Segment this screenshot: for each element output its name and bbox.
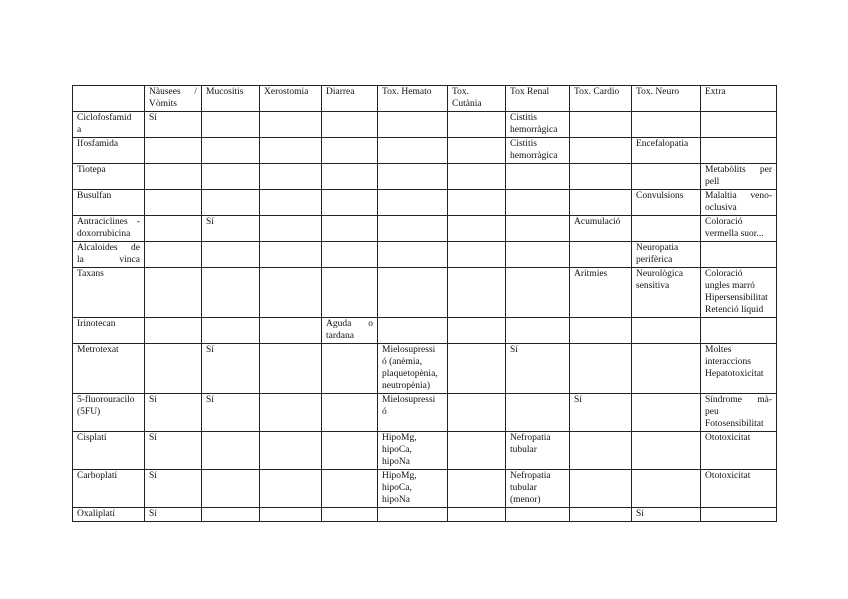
drug-name-cell: Antraciclines - doxorrubicina <box>73 216 145 242</box>
table-cell <box>632 164 701 190</box>
table-cell: Sí <box>145 470 202 508</box>
table-cell: Nefropatia tubular <box>506 432 570 470</box>
table-cell <box>260 242 322 268</box>
table-cell: Coloració ungles marró Hipersensibilitat Retenció líquid <box>701 268 777 318</box>
table-row <box>73 190 777 216</box>
table-row <box>73 318 777 344</box>
table-cell <box>506 190 570 216</box>
table-cell <box>570 344 632 394</box>
table-cell <box>378 242 448 268</box>
table-cell <box>570 242 632 268</box>
table-cell: Malaltia veno- oclusiva <box>701 190 777 216</box>
table-cell <box>202 508 260 522</box>
table-cell <box>448 508 506 522</box>
toxicity-table <box>72 85 777 522</box>
table-cell <box>322 242 378 268</box>
table-cell <box>570 190 632 216</box>
table-cell: HipoMg, hipoCa, hipoNa <box>378 470 448 508</box>
table-cell <box>632 432 701 470</box>
table-row <box>73 470 777 508</box>
table-cell: HipoMg, hipoCa, hipoNa <box>378 432 448 470</box>
drug-name-cell: Taxans <box>73 268 145 318</box>
table-cell: Ototoxicitat <box>701 432 777 470</box>
table-cell <box>260 138 322 164</box>
header-tox-neuro: Tox. Neuro <box>632 86 701 112</box>
table-cell <box>570 138 632 164</box>
table-cell: Sí <box>145 432 202 470</box>
table-cell: Neuropatia perifèrica <box>632 242 701 268</box>
table-cell: Sí <box>570 394 632 432</box>
table-cell <box>378 508 448 522</box>
table-cell <box>202 138 260 164</box>
header-xerostomia: Xerostomia <box>260 86 322 112</box>
table-body <box>73 112 777 522</box>
table-cell: Convulsions <box>632 190 701 216</box>
drug-name-cell: Cisplatí <box>73 432 145 470</box>
table-cell: Síndrome mà- peu Fotosensibilitat <box>701 394 777 432</box>
table-cell: Cistitis hemorràgica <box>506 138 570 164</box>
table-cell <box>448 470 506 508</box>
table-cell <box>701 242 777 268</box>
drug-name-cell: Carboplatí <box>73 470 145 508</box>
table-cell <box>260 318 322 344</box>
table-cell <box>260 432 322 470</box>
table-cell <box>632 318 701 344</box>
drug-name-cell: Busulfan <box>73 190 145 216</box>
header-tox-cutania: Tox. Cutània <box>448 86 506 112</box>
table-cell <box>506 318 570 344</box>
table-header-row <box>73 86 777 112</box>
drug-name-cell: Metrotexat <box>73 344 145 394</box>
table-cell <box>448 216 506 242</box>
table-cell <box>448 190 506 216</box>
table-cell: Sí <box>506 344 570 394</box>
header-nausees-vomits: Nàusees / Vòmits <box>145 86 202 112</box>
drug-name-cell: Ifosfamida <box>73 138 145 164</box>
table-cell <box>632 394 701 432</box>
header-extra: Extra <box>701 86 777 112</box>
drug-name-cell: Tiotepa <box>73 164 145 190</box>
table-row <box>73 268 777 318</box>
table-cell: Mielosupressi ó (anèmia, plaquetopènia, neutropènia) <box>378 344 448 394</box>
table-cell <box>145 318 202 344</box>
table-cell <box>378 112 448 138</box>
table-cell: Nefropatia tubular (menor) <box>506 470 570 508</box>
table-cell <box>701 318 777 344</box>
table-row <box>73 344 777 394</box>
table-row <box>73 394 777 432</box>
table-cell <box>145 138 202 164</box>
table-cell <box>506 268 570 318</box>
table-cell <box>322 508 378 522</box>
table-row <box>73 242 777 268</box>
table-cell: Sí <box>145 112 202 138</box>
table-cell: Neurològica sensitiva <box>632 268 701 318</box>
table-cell <box>701 508 777 522</box>
table-cell <box>448 164 506 190</box>
table-cell: Ototoxicitat <box>701 470 777 508</box>
table-row <box>73 508 777 522</box>
table-cell <box>570 508 632 522</box>
header-cell-empty <box>73 86 145 112</box>
table-cell <box>322 138 378 164</box>
table-cell <box>202 318 260 344</box>
table-cell <box>260 268 322 318</box>
table-cell <box>322 190 378 216</box>
table-cell <box>506 508 570 522</box>
table-cell <box>378 190 448 216</box>
table-cell <box>448 394 506 432</box>
table-cell <box>260 508 322 522</box>
header-tox-cardio: Tox. Cardio <box>570 86 632 112</box>
table-cell <box>506 216 570 242</box>
table-cell: Encefalopatia <box>632 138 701 164</box>
table-cell <box>202 112 260 138</box>
table-cell: Coloració vermella suor... <box>701 216 777 242</box>
table-cell <box>506 242 570 268</box>
drug-name-cell: Ciclofosfamid a <box>73 112 145 138</box>
table-cell <box>506 394 570 432</box>
drug-name-cell: Oxaliplatí <box>73 508 145 522</box>
table-cell: Sí <box>202 344 260 394</box>
table-cell: Acumulació <box>570 216 632 242</box>
table-cell: Mielosupressi ó <box>378 394 448 432</box>
table-cell <box>145 242 202 268</box>
table-cell: Sí <box>145 394 202 432</box>
table-cell <box>260 394 322 432</box>
table-cell <box>570 318 632 344</box>
table-cell <box>260 344 322 394</box>
table-cell <box>145 344 202 394</box>
table-row <box>73 216 777 242</box>
table-row <box>73 164 777 190</box>
table-cell <box>632 112 701 138</box>
table-cell <box>202 268 260 318</box>
table-cell: Sí <box>632 508 701 522</box>
table-cell <box>570 432 632 470</box>
table-cell: Cistitis hemorràgica <box>506 112 570 138</box>
table-cell <box>260 216 322 242</box>
table-cell <box>145 164 202 190</box>
table-cell <box>145 190 202 216</box>
table-cell <box>701 112 777 138</box>
header-tox-hemato: Tox. Hemato <box>378 86 448 112</box>
table-cell <box>448 138 506 164</box>
table-cell <box>202 190 260 216</box>
table-cell <box>322 344 378 394</box>
table-cell <box>632 344 701 394</box>
table-cell: Sí <box>202 216 260 242</box>
table-cell <box>202 432 260 470</box>
table-cell <box>570 470 632 508</box>
table-row <box>73 432 777 470</box>
table-cell <box>145 216 202 242</box>
header-mucositis: Mucositis <box>202 86 260 112</box>
table-cell <box>448 432 506 470</box>
table-cell: Sí <box>202 394 260 432</box>
table-cell <box>448 242 506 268</box>
table-cell <box>570 164 632 190</box>
table-row <box>73 112 777 138</box>
table-cell <box>145 268 202 318</box>
table-cell <box>260 190 322 216</box>
drug-name-cell: Alcaloides de la vinca <box>73 242 145 268</box>
table-cell <box>448 112 506 138</box>
table-cell <box>322 470 378 508</box>
drug-name-cell: 5-fluorouracilo (5FU) <box>73 394 145 432</box>
table-cell <box>448 344 506 394</box>
table-cell <box>322 216 378 242</box>
table-cell <box>260 470 322 508</box>
table-cell <box>632 470 701 508</box>
table-cell: Arítmies <box>570 268 632 318</box>
table-cell <box>506 164 570 190</box>
table-cell <box>322 432 378 470</box>
table-cell <box>322 268 378 318</box>
table-cell <box>202 164 260 190</box>
table-cell <box>202 470 260 508</box>
table-cell <box>378 164 448 190</box>
drug-name-cell: Irinotecan <box>73 318 145 344</box>
table-cell <box>448 318 506 344</box>
table-cell <box>378 138 448 164</box>
table-cell <box>448 268 506 318</box>
header-tox-renal: Tox Renal <box>506 86 570 112</box>
table-cell: Aguda o tardana <box>322 318 378 344</box>
table-cell <box>322 164 378 190</box>
table-cell <box>378 268 448 318</box>
table-cell <box>322 112 378 138</box>
table-row <box>73 138 777 164</box>
table-cell <box>260 112 322 138</box>
table-cell <box>202 242 260 268</box>
table-cell <box>570 112 632 138</box>
table-cell <box>632 216 701 242</box>
table-cell <box>260 164 322 190</box>
table-cell <box>378 216 448 242</box>
table-cell: Sí <box>145 508 202 522</box>
table-cell: Moltes interaccions Hepatotoxicitat <box>701 344 777 394</box>
table-cell <box>378 318 448 344</box>
header-diarrea: Diarrea <box>322 86 378 112</box>
table-cell: Metabòlits per pell <box>701 164 777 190</box>
table-cell <box>322 394 378 432</box>
table-cell <box>701 138 777 164</box>
